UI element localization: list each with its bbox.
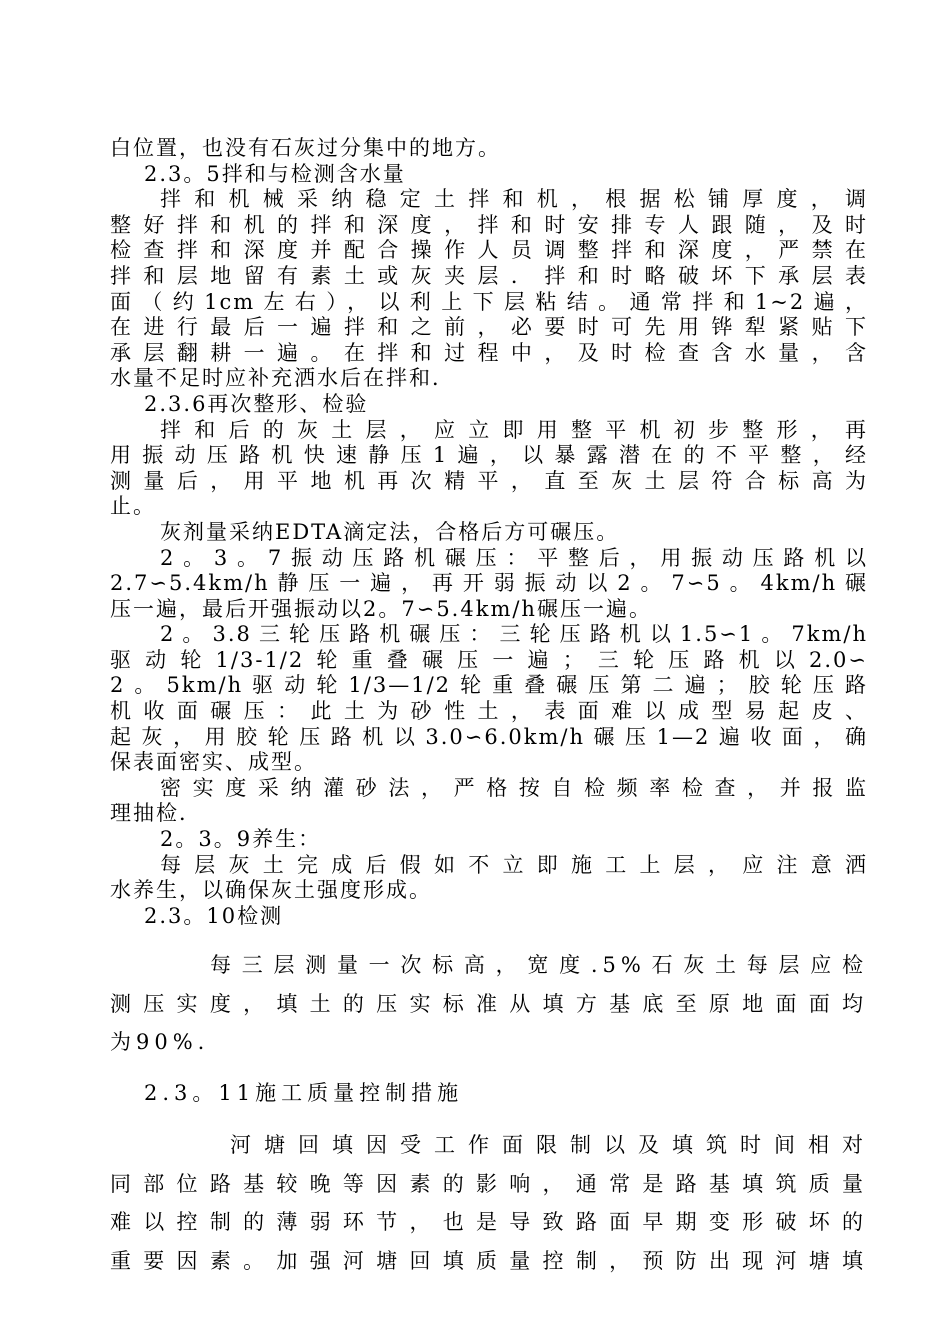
text-line: 驱动轮1/3-1/2轮重叠碾压一遍；三轮压路机以2.0∽: [110, 647, 868, 672]
text-line: 拌和层地留有素土或灰夹层．拌和时略破坏下承层表: [110, 263, 868, 288]
text-line: 2。3。7振动压路机碾压：平整后，用振动压路机以: [160, 545, 868, 570]
text-line: 在进行最后一遍拌和之前，必要时可先用铧犁紧贴下: [110, 315, 868, 340]
text-line: 每三层测量一次标高，宽度.5%石灰土每层应检: [210, 953, 868, 978]
text-line: 重要因素。加强河塘回填质量控制，预防出现河塘填: [110, 1248, 868, 1273]
text-line: 起灰，用胶轮压路机以3.0∽6.0km/h碾压1—2遍收面，确: [110, 724, 868, 749]
text-line: 密实度采纳灌砂法，严格按自检频率检查，并报监: [160, 775, 868, 800]
text-line: 每层灰土完成后假如不立即施工上层，应注意洒: [160, 852, 868, 877]
text-line: 水量不足时应补充洒水后在拌和．: [110, 366, 455, 391]
text-line: 拌和机械采纳稳定土拌和机，根据松铺厚度，调: [160, 187, 868, 212]
section-heading: 2.3。10检测: [144, 903, 284, 928]
text-line: 测压实度，填土的压实标准从填方基底至原地面面均: [110, 991, 868, 1016]
text-line: 理抽检．: [110, 801, 202, 826]
text-line: 面（约1cm左右），以利上下层粘结。通常拌和1~2遍，: [110, 289, 868, 314]
text-line: 白位置，也没有石灰过分集中的地方。: [110, 136, 501, 160]
document-page: [110, 136, 868, 1280]
text-line: 灰剂量采纳EDTA滴定法，合格后方可碾压。: [160, 519, 620, 544]
text-line: 止。: [110, 494, 156, 519]
text-line: 压一遍，最后开强振动以2。7∽5.4km/h碾压一遍。: [110, 596, 652, 621]
text-line: 用振动压路机快速静压1遍，以暴露潜在的不平整，经: [110, 443, 868, 468]
text-line: 承层翻耕一遍。在拌和过程中，及时检查含水量，含: [110, 340, 868, 365]
text-line: 整好拌和机的拌和深度，拌和时安排专人跟随，及时: [110, 212, 868, 237]
section-heading: 2。3。9养生：: [160, 827, 322, 852]
text-line: 保表面密实、成型。: [110, 750, 317, 775]
section-heading: 2.3。11施工质量控制措施: [144, 1080, 464, 1105]
text-line: 2。3.8三轮压路机碾压：三轮压路机以1.5∽1。7km/h: [160, 622, 868, 647]
text-line: 机收面碾压：此土为砂性土，表面难以成型易起皮、: [110, 699, 868, 724]
section-heading: 2.3。5拌和与检测含水量: [144, 161, 406, 186]
text-line: 2。5km/h驱动轮1/3—1/2轮重叠碾压第二遍；胶轮压路: [110, 673, 868, 698]
text-line: 河塘回填因受工作面限制以及填筑时间相对: [230, 1133, 868, 1158]
text-line: 同部位路基较晚等因素的影响，通常是路基填筑质量: [110, 1171, 868, 1196]
text-line: 水养生，以确保灰土强度形成。: [110, 878, 432, 903]
text-line: 拌和后的灰土层，应立即用整平机初步整形，再: [160, 417, 868, 442]
text-line: 难以控制的薄弱环节，也是导致路面早期变形破坏的: [110, 1210, 868, 1235]
text-line: 测量后，用平地机再次精平，直至灰土层符合标高为: [110, 468, 868, 493]
text-line: 为90%.: [110, 1030, 210, 1055]
section-heading: 2.3.6再次整形、检验: [144, 391, 369, 416]
text-line: 2.7∽5.4km/h静压一遍，再开弱振动以2。7∽5。4km/h碾: [110, 571, 868, 596]
text-line: 检查拌和深度并配合操作人员调整拌和深度，严禁在: [110, 238, 868, 263]
